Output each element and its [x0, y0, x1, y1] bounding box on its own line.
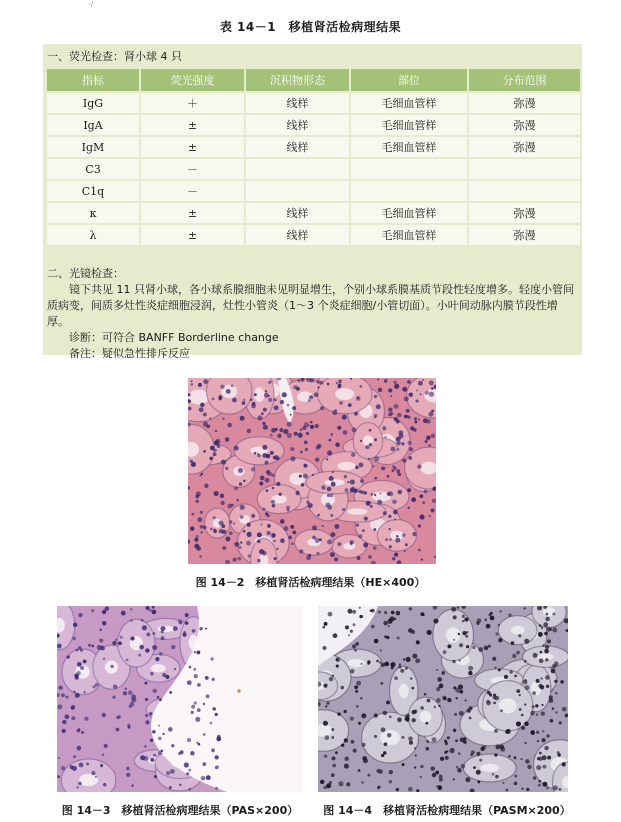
- cell-deposit-shape: 线样: [245, 136, 350, 158]
- cell-distribution: 弥漫: [468, 114, 581, 136]
- he-stain-image: [188, 378, 436, 564]
- cell-indicator: C3: [46, 158, 140, 180]
- figure-caption-pasm: 图 14－4 移植肾活检病理结果（PASM×200）: [323, 804, 571, 817]
- fluorescence-table: [45, 67, 582, 247]
- cell-distribution: 弥漫: [468, 202, 581, 224]
- table-row: [46, 136, 581, 158]
- table-row: [46, 180, 581, 202]
- results-panel: [43, 44, 582, 360]
- cell-distribution: [468, 180, 581, 202]
- figure-he-micrograph: [188, 378, 436, 564]
- column-header-distribution: 分布范围: [468, 68, 581, 92]
- cell-location: [350, 158, 468, 180]
- corner-mark: ·/: [88, 0, 94, 9]
- cell-indicator: κ: [46, 202, 140, 224]
- cell-intensity: －: [140, 180, 245, 202]
- cell-indicator: IgG: [46, 92, 140, 114]
- cell-deposit-shape: 线样: [245, 202, 350, 224]
- column-header-indicator: 指标: [46, 68, 140, 92]
- diagnosis-text: 诊断：可符合 BANFF Borderline change: [69, 331, 279, 344]
- figure-caption-he: 图 14－2 移植肾活检病理结果（HE×400）: [195, 576, 426, 589]
- cell-deposit-shape: [245, 180, 350, 202]
- cell-deposit-shape: 线样: [245, 114, 350, 136]
- table-row: [46, 114, 581, 136]
- table-row: [46, 224, 581, 246]
- fluorescence-heading: 一、荧光检查：肾小球 4 只: [47, 50, 182, 63]
- table-header-row: [46, 68, 581, 92]
- table-title: 表 14－1 移植肾活检病理结果: [219, 20, 402, 34]
- cell-deposit-shape: 线样: [245, 92, 350, 114]
- cell-location: 毛细血管样: [350, 114, 468, 136]
- pas-stain-image: [57, 606, 303, 792]
- cell-location: [350, 180, 468, 202]
- figure-pas-micrograph: [57, 606, 303, 792]
- table-row: [46, 202, 581, 224]
- figure-caption-pas: 图 14－3 移植肾活检病理结果（PAS×200）: [61, 804, 299, 817]
- light-microscopy-text: 镜下共见 11 只肾小球，各小球系膜细胞未见明显增生，个别小球系膜基质节段性轻度增多。轻度小管间质病变，间质多灶性炎症细胞浸润，灶性小管炎（1～3 个炎症细胞/小管切面）。小叶间动脉内膜节段性增厚。: [47, 283, 574, 328]
- column-header-deposit-shape: 沉积物形态: [245, 68, 350, 92]
- cell-intensity: ±: [140, 136, 245, 158]
- cell-deposit-shape: 线样: [245, 224, 350, 246]
- cell-indicator: IgM: [46, 136, 140, 158]
- cell-intensity: ＋: [140, 92, 245, 114]
- column-header-intensity: 荧光强度: [140, 68, 245, 92]
- cell-deposit-shape: [245, 158, 350, 180]
- figure-pasm-micrograph: [318, 606, 568, 792]
- cell-intensity: ±: [140, 114, 245, 136]
- table-row: [46, 158, 581, 180]
- cell-location: 毛细血管样: [350, 202, 468, 224]
- table-row: [46, 92, 581, 114]
- note-text: 备注：疑似急性排斥反应: [69, 347, 190, 360]
- cell-location: 毛细血管样: [350, 224, 468, 246]
- pasm-stain-image: [318, 606, 568, 792]
- cell-intensity: ±: [140, 202, 245, 224]
- cell-distribution: [468, 158, 581, 180]
- cell-location: 毛细血管样: [350, 92, 468, 114]
- cell-distribution: 弥漫: [468, 136, 581, 158]
- cell-intensity: －: [140, 158, 245, 180]
- column-header-location: 部位: [350, 68, 468, 92]
- light-microscopy-section: [47, 266, 577, 362]
- cell-indicator: IgA: [46, 114, 140, 136]
- cell-location: 毛细血管样: [350, 136, 468, 158]
- cell-intensity: ±: [140, 224, 245, 246]
- cell-indicator: λ: [46, 224, 140, 246]
- light-microscopy-heading: 二、光镜检查：: [47, 267, 124, 280]
- cell-indicator: C1q: [46, 180, 140, 202]
- cell-distribution: 弥漫: [468, 224, 581, 246]
- cell-distribution: 弥漫: [468, 92, 581, 114]
